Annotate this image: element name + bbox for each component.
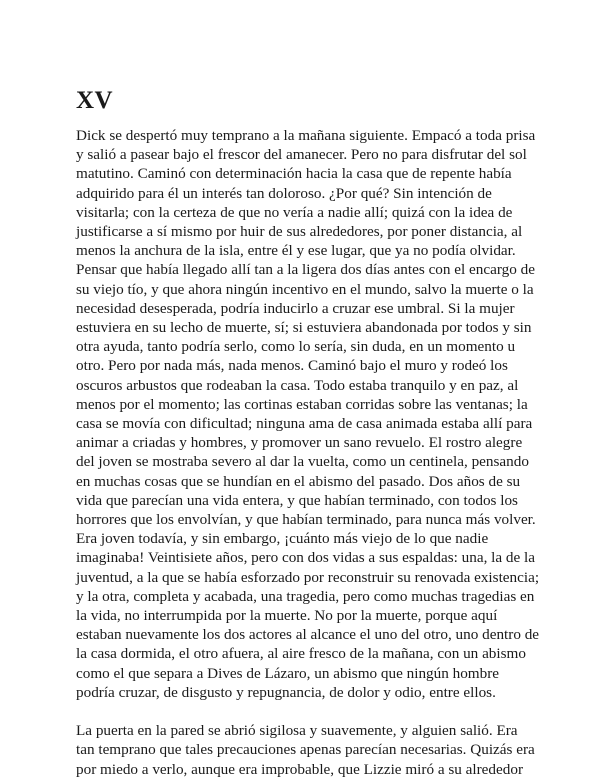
text-line: matutino. Caminó con determinación hacia la casa que de repente había — [76, 165, 512, 183]
text-line: otra ayuda, tanto podría serlo, como lo sería, sin duda, en un momento u — [76, 338, 516, 356]
text-line: menos la anchura de la isla, entre él y ese lugar, que ya no podía olvidar. — [76, 242, 516, 260]
text-line: La puerta en la pared se abrió sigilosa y suavemente, y alguien salió. Era — [76, 722, 518, 740]
text-line: en muchas cosas que se hundían en el abismo del pasado. Dos años de su — [76, 472, 521, 490]
text-line: podría cruzar, de disgusto y repugnancia, de dolor y odio, entre ellos. — [76, 683, 496, 701]
text-line: vida que parecían una vida entera, y que habían terminado, con todos los — [76, 491, 518, 509]
text-line: su viejo tío, y que ahora ningún incentivo en el mundo, salvo la muerte o la — [76, 280, 534, 298]
text-line: oscuros arbustos que rodeaban la casa. Todo estaba tranquilo y en paz, al — [76, 376, 519, 394]
text-line: adquirido para él un interés tan doloroso. ¿Por qué? Sin intención de — [76, 184, 492, 202]
text-line: estuviera en su lecho de muerte, sí; si estuviera abandonada por todos y sin — [76, 319, 532, 337]
text-line: animar a criadas y hombres, y promover un sano revuelo. El rostro alegre — [76, 434, 523, 452]
text-line: menos por el momento; las cortinas estaban corridas sobre las ventanas; la — [76, 395, 528, 413]
text-line: otro. Pero por nada más, nada menos. Caminó bajo el muro y rodeó los — [76, 357, 508, 375]
text-line: la casa dormida, el otro afuera, al aire fresco de la mañana, con un abismo — [76, 645, 526, 663]
text-line: casa se movía con dificultad; ninguna ama de casa animada estaba allí para — [76, 415, 533, 433]
text-line: del joven se mostraba severo al dar la vuelta, como un centinela, pensando — [76, 453, 529, 471]
text-line: justificarse a sí mismo por huir de sus alrededores, por poner distancia, al — [76, 223, 523, 241]
text-line: y salió a pasear bajo el frescor del amanecer. Pero no para disfrutar del sol — [76, 146, 527, 164]
text-line: Pensar que había llegado allí tan a la ligera dos días antes con el encargo de — [76, 261, 535, 279]
paragraph-1 — [76, 126, 540, 702]
text-line: como el que separa a Dives de Lázaro, un abismo que ningún hombre — [76, 664, 500, 682]
text-line: la vida, no interrumpida por la muerte. No por la muerte, porque aquí — [76, 607, 498, 625]
chapter-body — [76, 126, 540, 779]
text-line: y la otra, completa y acabada, una tragedia, pero como muchas tragedias en — [76, 587, 535, 605]
text-line: necesidad desesperada, podría inducirlo a cruzar ese umbral. Si la mujer — [76, 299, 515, 317]
text-line: juventud, a la que se había esforzado por reconstruir su renovada existencia; — [76, 568, 540, 586]
paragraph-2 — [76, 721, 536, 779]
text-line: Dick se despertó muy temprano a la mañana siguiente. Empacó a toda prisa — [76, 127, 536, 144]
text-line: horrores que los envolvían, y que habían terminado, para nunca más volver. — [76, 511, 536, 529]
text-line: estaban nuevamente los dos actores al alcance el uno del otro, uno dentro de — [76, 626, 540, 644]
chapter-heading: XV — [76, 87, 114, 114]
text-line: Era joven todavía, y sin embargo, ¡cuánto más viejo de lo que nadie — [76, 530, 489, 548]
text-line: por miedo a verlo, aunque era improbable, que Lizzie miró a su alrededor — [76, 760, 524, 778]
text-line: tan temprano que tales precauciones apenas parecían necesarias. Quizás era — [76, 741, 535, 759]
text-line: imaginaba! Veintisiete años, pero con dos vidas a sus espaldas: una, la de la — [76, 549, 536, 567]
text-line: visitarla; con la certeza de que no vería a nadie allí; quizá con la idea de — [76, 203, 513, 221]
